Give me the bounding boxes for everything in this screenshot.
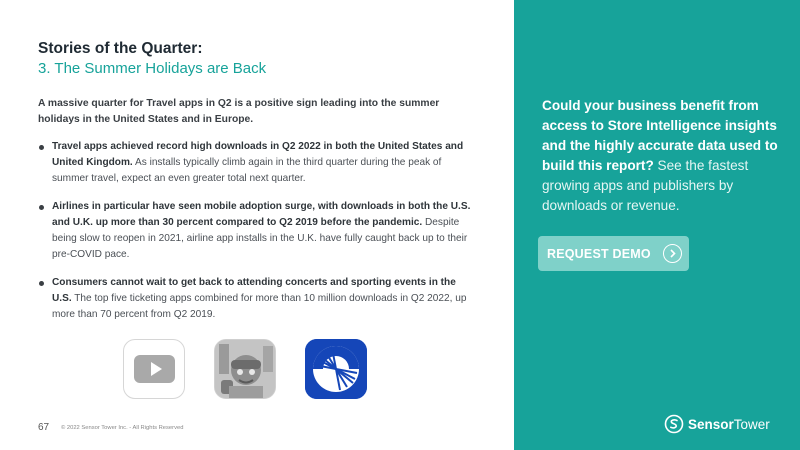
slide-subtitle: 3. The Summer Holidays are Back bbox=[38, 60, 267, 77]
united-airlines-app-icon bbox=[305, 339, 367, 399]
lead-paragraph: A massive quarter for Travel apps in Q2 is a positive sign leading into the summer holidays in the United States and in Europe. bbox=[38, 98, 440, 125]
bullet-item bbox=[38, 199, 478, 263]
bullet-text: As installs typically climb again in the third quarter during the peak of summer travel, expect an even greater total next quarter. bbox=[52, 157, 442, 184]
bullet-item bbox=[38, 139, 478, 187]
cta-subtext: See the fastest growing apps and publishers by downloads or revenue. bbox=[542, 158, 749, 213]
bullet-text: The top five ticketing apps combined for more than 10 million downloads in Q2 2022, up more than 70 percent from Q2 2019. bbox=[52, 293, 467, 320]
chevron-right-icon bbox=[663, 244, 682, 263]
youtube-app-icon bbox=[123, 339, 185, 399]
cta-question: Could your business benefit from access to Store Intelligence insights and the highly accurate data used to build this report? bbox=[542, 98, 778, 173]
request-demo-button[interactable] bbox=[538, 236, 689, 271]
page-number: 67 bbox=[38, 422, 50, 433]
cta-text bbox=[542, 96, 778, 216]
bullet-list bbox=[38, 139, 478, 335]
copyright-text: © 2022 Sensor Tower Inc. - All Rights Reserved bbox=[61, 425, 184, 431]
sensor-tower-logo bbox=[664, 414, 770, 434]
request-demo-label: REQUEST DEMO bbox=[547, 246, 651, 261]
cta-panel bbox=[514, 0, 800, 450]
brand-name: SensorTower bbox=[688, 416, 770, 432]
slide-title: Stories of the Quarter: bbox=[38, 40, 203, 57]
bullet-bold-text: Consumers cannot wait to get back to attending concerts and sporting events in the U.S. bbox=[52, 277, 456, 304]
bullet-text: Despite being slow to reopen in 2021, airline app installs in the U.K. have fully caught back up to their pre-COVID pace. bbox=[52, 217, 468, 260]
subway-surfers-app-icon bbox=[214, 339, 276, 399]
bullet-item bbox=[38, 275, 478, 323]
bullet-bold-text: Travel apps achieved record high downloads in Q2 2022 in both the United States and United Kingdom. bbox=[52, 141, 464, 168]
bullet-bold-text: Airlines in particular have seen mobile adoption surge, with downloads in both the U.S. and U.K. up more than 30 percent compared to Q2 2019 before the pandemic. bbox=[52, 201, 471, 228]
sensor-tower-logo-icon bbox=[664, 414, 684, 434]
